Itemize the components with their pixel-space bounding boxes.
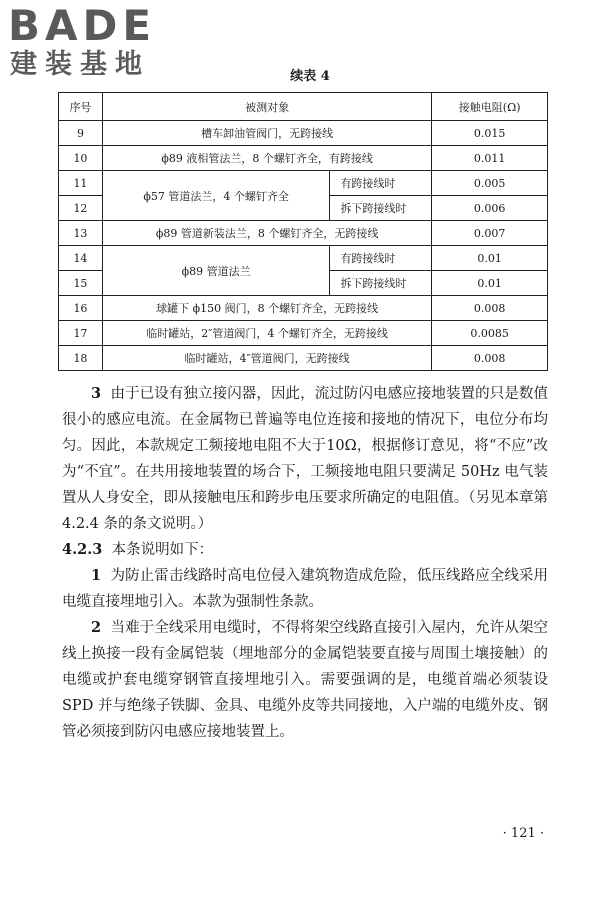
table-header-row (59, 93, 548, 121)
cell-no: 17 (59, 321, 103, 346)
cell-no: 18 (59, 346, 103, 371)
cell-no: 9 (59, 121, 103, 146)
cell-object: ϕ89 管道新装法兰，8 个螺钉齐全，无跨接线 (102, 221, 431, 246)
table-row (59, 221, 548, 246)
cell-condition: 有跨接线时 (330, 246, 432, 271)
cell-object: 球罐下 ϕ150 阀门，8 个螺钉齐全，无跨接线 (102, 296, 431, 321)
table-row (59, 171, 548, 196)
table-row (59, 321, 548, 346)
cell-object: ϕ89 液相管法兰，8 个螺钉齐全，有跨接线 (102, 146, 431, 171)
cell-resistance: 0.01 (432, 246, 548, 271)
section-heading (62, 537, 548, 563)
cell-condition: 拆下跨接线时 (330, 196, 432, 221)
section-text: 本条说明如下： (111, 542, 214, 558)
table-row (59, 121, 548, 146)
cell-resistance: 0.011 (432, 146, 548, 171)
paragraph-2 (62, 615, 548, 745)
header-object: 被测对象 (102, 93, 431, 121)
cell-resistance: 0.0085 (432, 321, 548, 346)
cell-resistance: 0.006 (432, 196, 548, 221)
cell-object: ϕ57 管道法兰，4 个螺钉齐全 (102, 171, 330, 221)
cell-object: 临时罐站，4″管道阀门，无跨接线 (102, 346, 431, 371)
cell-object: ϕ89 管道法兰 (102, 246, 330, 296)
body-text (62, 381, 548, 745)
logo-mark: BADE (8, 1, 157, 50)
table-title: 续表 4 (290, 69, 330, 84)
section-number: 4.2.3 (62, 541, 103, 558)
cell-no: 14 (59, 246, 103, 271)
cell-condition: 有跨接线时 (330, 171, 432, 196)
header-no: 序号 (59, 93, 103, 121)
cell-no: 12 (59, 196, 103, 221)
paragraph-text: 为防止雷击线路时高电位侵入建筑物造成危险，低压线路应全线采用电缆直接埋地引入。本款为强制性条款。 (62, 568, 549, 610)
paragraph-3 (62, 381, 548, 537)
paragraph-text: 当难于全线采用电缆时，不得将架空线路直接引入屋内，允许从架空线上换接一段有金属铠装（埋地部分的金属铠装要直接与周围土壤接触）的电缆或护套电缆穿钢管直接埋地引入。需要强调的是，电缆首端必须装设 SPD 并与绝缘子铁脚、金具、电缆外皮等共同接地，入户端的电缆外皮、钢管必须接到防闪电感应接地装置上。 (62, 620, 549, 740)
paragraph-1 (62, 563, 548, 615)
paragraph-text: 由于已设有独立接闪器，因此，流过防闪电感应接地装置的只是数值很小的感应电流。在金属物已普遍等电位连接和接地的情况下，电位分布均匀。因此，本款规定工频接地电阻不大于10Ω，根据修订意见，将“不应”改为“不宜”。在共用接地装置的场合下，工频接地电阻只要满足 50Hz 电气装置从人身安全，即从接触电压和跨步电压要求所确定的电阻值。（另见本章第 4.2.4 条的条文说明。） (62, 386, 549, 532)
logo-subtitle: 建装基地 (10, 49, 150, 80)
cell-object: 槽车卸油管阀门，无跨接线 (102, 121, 431, 146)
cell-resistance: 0.005 (432, 171, 548, 196)
cell-no: 15 (59, 271, 103, 296)
table-row (59, 246, 548, 271)
item-number: 1 (91, 567, 102, 584)
cell-resistance: 0.008 (432, 346, 548, 371)
cell-resistance: 0.01 (432, 271, 548, 296)
item-number: 3 (91, 385, 102, 402)
resistance-table (58, 92, 548, 371)
cell-resistance: 0.008 (432, 296, 548, 321)
cell-object: 临时罐站，2″管道阀门，4 个螺钉齐全，无跨接线 (102, 321, 431, 346)
page-number: · 121 · (502, 826, 544, 841)
cell-resistance: 0.015 (432, 121, 548, 146)
cell-condition: 拆下跨接线时 (330, 271, 432, 296)
cell-no: 11 (59, 171, 103, 196)
table-row (59, 146, 548, 171)
cell-no: 13 (59, 221, 103, 246)
item-number: 2 (91, 619, 102, 636)
cell-no: 16 (59, 296, 103, 321)
cell-resistance: 0.007 (432, 221, 548, 246)
cell-no: 10 (59, 146, 103, 171)
header-resistance: 接触电阻(Ω) (432, 93, 548, 121)
table-row (59, 296, 548, 321)
table-row (59, 346, 548, 371)
